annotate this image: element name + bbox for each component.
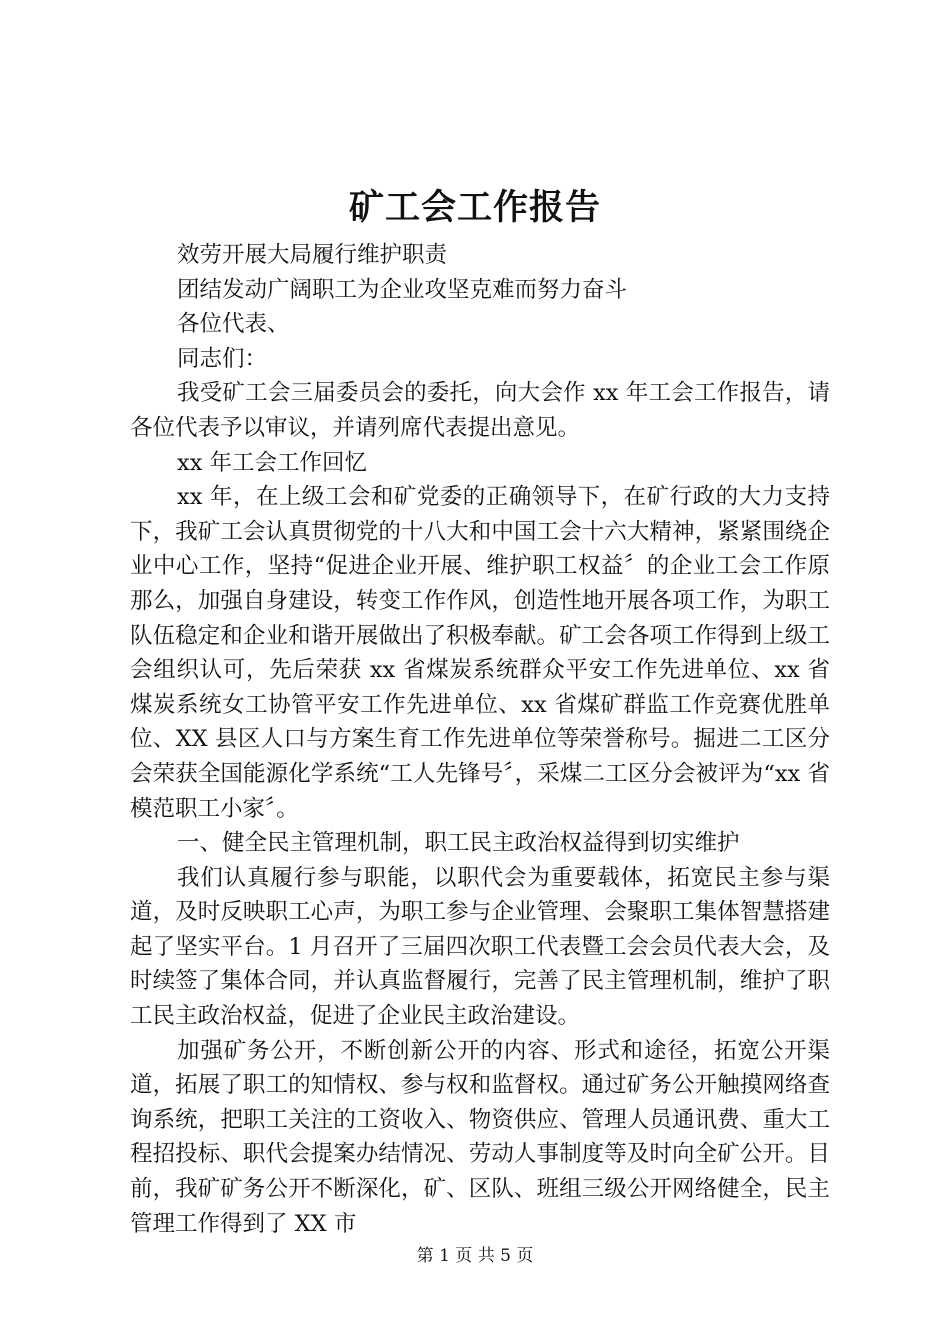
document-body — [130, 238, 830, 1241]
document-title: 矿工会工作报告 — [348, 187, 601, 228]
review-paragraph: xx 年，在上级工会和矿党委的正确领导下，在矿行政的大力支持下，我矿工会认真贯彻党的十八大和中国工会十六大精神，紧紧围绕企业中心工作，坚持“促进企业开展、维护职工权益〞的企业工会工作原那么，加强自身建设，转变工作作风，创造性地开展各项工作，为职工队伍稳定和企业和谐开展做出了积极奉献。矿工会各项工作得到上级工会组织认可，先后荣获 xx 省煤炭系统群众平安工作先进单位、xx 省煤炭系统女工协管平安工作先进单位、xx 省煤矿群监工作竞赛优胜单位、XX 县区人口与方案生育工作先进单位等荣誉称号。掘进二工区分会荣获全国能源化学系统“工人先锋号〞，采煤二工区分会被评为“xx 省模范职工小家〞。 — [130, 484, 830, 822]
democratic-management-paragraph: 我们认真履行参与职能，以职代会为重要载体，拓宽民主参与渠道，及时反映职工心声，为职工参与企业管理、会聚职工集体智慧搭建起了坚实平台。1 月召开了三届四次职工代表暨工会会员代表大会，及时续签了集体合同，并认真监督履行，完善了民主管理机制，维护了职工民主政治权益，促进了企业民主政治建设。 — [130, 864, 830, 1030]
salutation-representatives: 各位代表、 — [177, 311, 290, 338]
opening-paragraph: 我受矿工会三届委员会的委托，向大会作 xx 年工会工作报告，请各位代表予以审议，并请列席代表提出意见。 — [130, 380, 830, 441]
salutation-comrades: 同志们： — [177, 345, 268, 372]
section-heading-review: xx 年工会工作回忆 — [177, 449, 368, 476]
subtitle-line-1: 效劳开展大局履行维护职责 — [177, 242, 448, 268]
section-heading-1: 一、健全民主管理机制，职工民主政治权益得到切实维护 — [177, 830, 740, 857]
page-footer: 第 1 页 共 5 页 — [416, 1246, 534, 1266]
subtitle-line-2: 团结发动广阔职工为企业攻坚克难而努力奋斗 — [177, 276, 628, 303]
mine-affairs-paragraph: 加强矿务公开，不断创新公开的内容、形式和途径，拓宽公开渠道，拓展了职工的知情权、参与权和监督权。通过矿务公开触摸网络查询系统，把职工关注的工资收入、物资供应、管理人员通讯费、重大工程招投标、职代会提案办结情况、劳动人事制度等及时向全矿公开。目前，我矿矿务公开不断深化，矿、区队、班组三级公开网络健全，民主管理工作得到了 XX 市 — [130, 1037, 830, 1237]
